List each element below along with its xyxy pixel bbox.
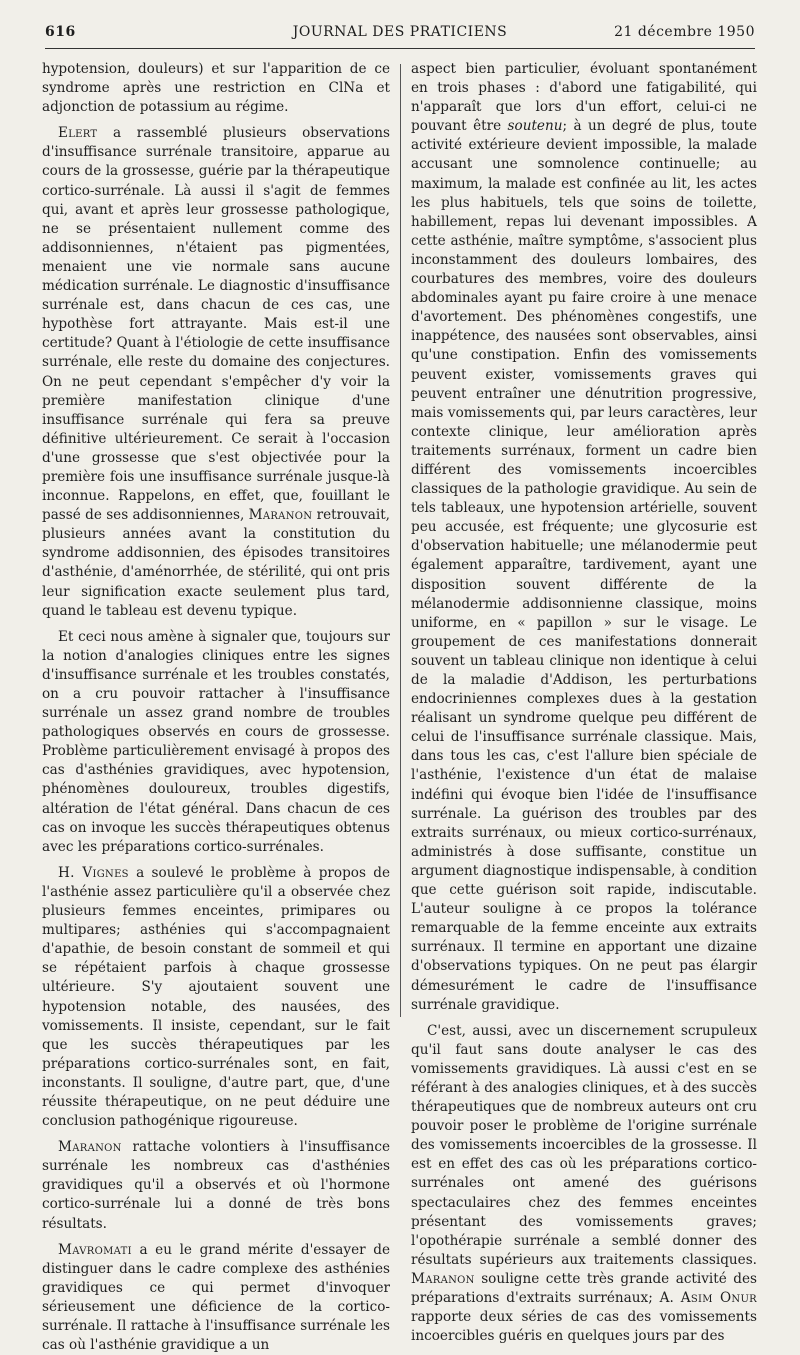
page-header — [45, 24, 755, 44]
header-rule — [45, 48, 755, 49]
paragraph: Maranon rattache volontiers à l'insuffisance surrénale les nombreux cas d'asthénies gravidiques qu'il a observés et où l'hormone cortico-surrénale lui a donné de très bons résultats. — [42, 1139, 390, 1232]
page-number: 616 — [45, 24, 76, 40]
journal-title: JOURNAL DES PRATICIENS — [292, 24, 508, 40]
paragraph: C'est, aussi, avec un discernement scrupuleux qu'il faut sans doute analyser le cas des vomissements gravidiques. Là aussi c'est en se référant à des analogies cliniques, et à des succès thérapeutiques que de nombreux auteurs ont cru pouvoir poser le problème de l'origine surrénale des vomissements incoercibles de la grossesse. Il est en effet des cas où les préparations cortico-surrénales ont amené des guérisons spectaculaires chez des femmes enceintes présentant des vomissements graves; l'opothérapie surrénale a semblé donner des résultats supérieurs aux traitements classiques. Maranon souligne cette très grande activité des préparations d'extraits surrénaux; A. Asim Onur rapporte deux séries de cas des vomissements incoercibles guéris en quelques jours par des — [411, 1022, 757, 1345]
paragraph: H. Vignes a soulevé le problème à propos de l'asthénie assez particulière qu'il a observée chez plusieurs femmes enceintes, primipares ou multipares; asthénies qui s'accompagnaient d'apathie, de besoin constant de sommeil et qui se répétaient parfois à chaque grossesse ultérieure. S'y ajoutaient souvent une hypotension notable, des nausées, des vomissements. Il insiste, cependant, sur le fait que les succès thérapeutiques par les préparations cortico-surrénales sont, en fait, inconstants. Il souligne, d'autre part, que, d'une réussite thérapeutique, on ne peut déduire une conclusion pathogénique rigoureuse. — [42, 864, 390, 1130]
author-name: Elert — [58, 125, 98, 142]
left-column — [42, 60, 390, 1354]
paragraph: Elert a rassemblé plusieurs observations d'insuffisance surrénale transitoire, apparue au cours de la grossesse, guérie par la thérapeutique cortico-surrénale. Là aussi il s'agit de femmes qui, avant et après leur grossesse pathologique, ne se présentaient nullement comme des addisonniennes, n'étaient pas pigmentées, menaient une vie normale sans aucune médication surrénale. Le diagnostic d'insuffisance surrénale est, dans chacun de ces cas, une hypothèse fort attrayante. Mais est-il une certitude? Quant à l'étiologie de cette insuffisance surrénale, elle reste du domaine des conjectures. On ne peut cependant s'empêcher d'y voir la première manifestation clinique d'une insuffisance surrénale qui fera sa preuve définitive ultérieurement. Ce serait à l'occasion d'une grossesse que s'est objectivée pour la première fois une insuffisance surrénale jusque-là inconnue. Rappelons, en effet, que, fouillant le passé de ses addisonniennes, Maranon retrouvait, plusieurs années avant la constitution du syndrome addisonnien, des épisodes transitoires d'asthénie, d'aménorrhée, de stérilité, qui ont pris leur signification exacte seulement plus tard, quand le tableau est devenu typique. — [42, 125, 390, 619]
issue-date: 21 décembre 1950 — [614, 24, 755, 40]
author-name: Mavromati — [58, 1241, 132, 1258]
author-name: Maranon — [248, 507, 313, 524]
author-name: Maranon — [411, 1270, 475, 1287]
paragraph: hypotension, douleurs) et sur l'apparition de ce syndrome après une restriction en ClNa et adjonction de potassium au régime. — [42, 61, 390, 116]
italic-word: soutenu — [507, 118, 563, 135]
right-column — [411, 60, 757, 1345]
column-divider — [400, 64, 401, 1017]
author-name: Asim Onur — [680, 1290, 757, 1306]
paragraph: Mavromati a eu le grand mérite d'essayer de distinguer dans le cadre complexe des asthénies gravidiques ce qui permet d'invoquer sérieusement une déficience de la cortico-surrénale. Il rattache à l'insuffisance surrénale les cas où l'asthénie gravidique a un — [42, 1241, 390, 1354]
author-name: H. Vignes — [58, 864, 129, 881]
author-name: Maranon — [58, 1139, 122, 1156]
paragraph: aspect bien particulier, évoluant spontanément en trois phases : d'abord une fatigabilité, qui n'apparaît que lors d'un effort, celui-ci ne pouvant être soutenu; à un degré de plus, toute activité extérieure devient impossible, la malade accusant une somnolence continuelle; au maximum, la malade est confinée au lit, les actes les plus habituels, tels que soins de toilette, habillement, repas lui devenant impossibles. A cette asthénie, maître symptôme, s'associent plus inconstamment des douleurs lombaires, des courbatures des membres, voire des douleurs abdominales ayant pu faire croire à une menace d'avortement. Des phénomènes congestifs, une inappétence, des nausées sont observables, ainsi qu'une constipation. Enfin des vomissements peuvent exister, vomissements graves qui peuvent entraîner une dénutrition progressive, mais vomissements qui, par leurs caractères, leur contexte clinique, leur amélioration après traitements surrénaux, forment un cadre bien différent des vomissements incoercibles classiques de la pathologie gravidique. Au sein de tels tableaux, une hypotension artérielle, souvent peu accusée, est fréquente; une glycosurie est d'observation habituelle; une mélanodermie peut également apparaître, tardivement, ayant une disposition souvent différente de la mélanodermie addisonnienne classique, moins uniforme, en « papillon » sur le visage. Le groupement de ces manifestations donnerait souvent un tableau clinique non identique à celui de la maladie d'Addison, les perturbations endocriniennes complexes dues à la gestation réalisant un syndrome quelque peu différent de celui de l'insuffisance surrénale classique. Mais, dans tous les cas, c'est l'allure bien spéciale de l'asthénie, l'existence d'un état de malaise indéfini qui évoque bien l'idée de l'insuffisance surrénale. La guérison des troubles par des extraits surrénaux, ou mieux cortico-surrénaux, administrés à dose suffisante, constitue un argument diagnostique indispensable, à condition que cette guérison soit rapide, indiscutable. L'auteur souligne à ce propos la tolérance remarquable de la femme enceinte aux extraits surrénaux. Il termine en apportant une dizaine d'observations typiques. On ne peut pas élargir démesurément le cadre de l'insuffisance surrénale gravidique. — [411, 61, 757, 1013]
paragraph: Et ceci nous amène à signaler que, toujours sur la notion d'analogies cliniques entre les signes d'insuffisance surrénale et les troubles constatés, on a cru pouvoir rattacher à l'insuffisance surrénale un assez grand nombre de troubles pathologiques observés en cours de grossesse. Problème particulièrement envisagé à propos des cas d'asthénies gravidiques, avec hypotension, phénomènes douloureux, troubles digestifs, altération de l'état général. Dans chacun de ces cas on invoque les succès thérapeutiques obtenus avec les préparations cortico-surrénales. — [42, 628, 390, 855]
